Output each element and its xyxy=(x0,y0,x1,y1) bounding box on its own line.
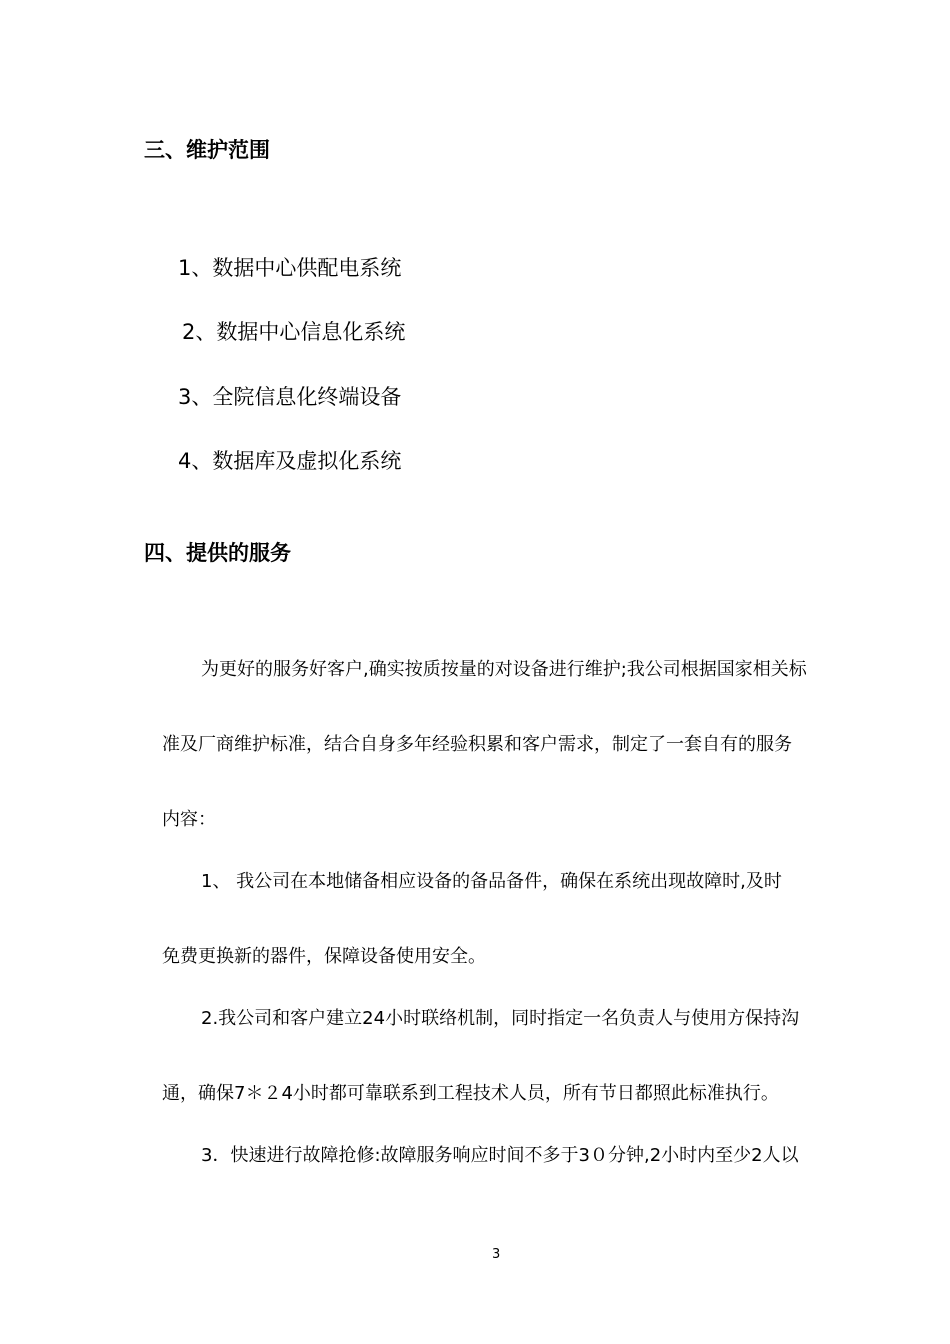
point-2-line-2: 通，确保7＊２4小时都可靠联系到工程技术人员，所有节日都照此标准执行。 xyxy=(162,1083,779,1104)
point-2-line-1: 2.我公司和客户建立24小时联络机制，同时指定一名负责人与使用方保持沟 xyxy=(201,1008,800,1029)
scope-item-1: 1、数据中心供配电系统 xyxy=(178,256,402,280)
intro-line-1: 为更好的服务好客户,确实按质按量的对设备进行维护;我公司根据国家相关标 xyxy=(201,659,807,680)
scope-item-2: 2、数据中心信息化系统 xyxy=(182,320,406,344)
intro-line-3: 内容： xyxy=(162,809,216,830)
section-3-heading: 三、维护范围 xyxy=(144,138,270,162)
point-3-line-1: 3．快速进行故障抢修:故障服务响应时间不多于3０分钟,2小时内至少2人以 xyxy=(201,1145,799,1166)
point-1-line-2: 免费更换新的器件，保障设备使用安全。 xyxy=(162,946,486,967)
point-1-line-1: 1、 我公司在本地储备相应设备的备品备件，确保在系统出现故障时,及时 xyxy=(201,871,782,892)
scope-item-3: 3、全院信息化终端设备 xyxy=(178,385,402,409)
section-4-heading: 四、提供的服务 xyxy=(144,541,291,565)
intro-line-2: 准及厂商维护标准，结合自身多年经验积累和客户需求，制定了一套自有的服务 xyxy=(162,734,792,755)
page-number: 3 xyxy=(492,1247,501,1262)
scope-item-4: 4、数据库及虚拟化系统 xyxy=(178,449,402,473)
